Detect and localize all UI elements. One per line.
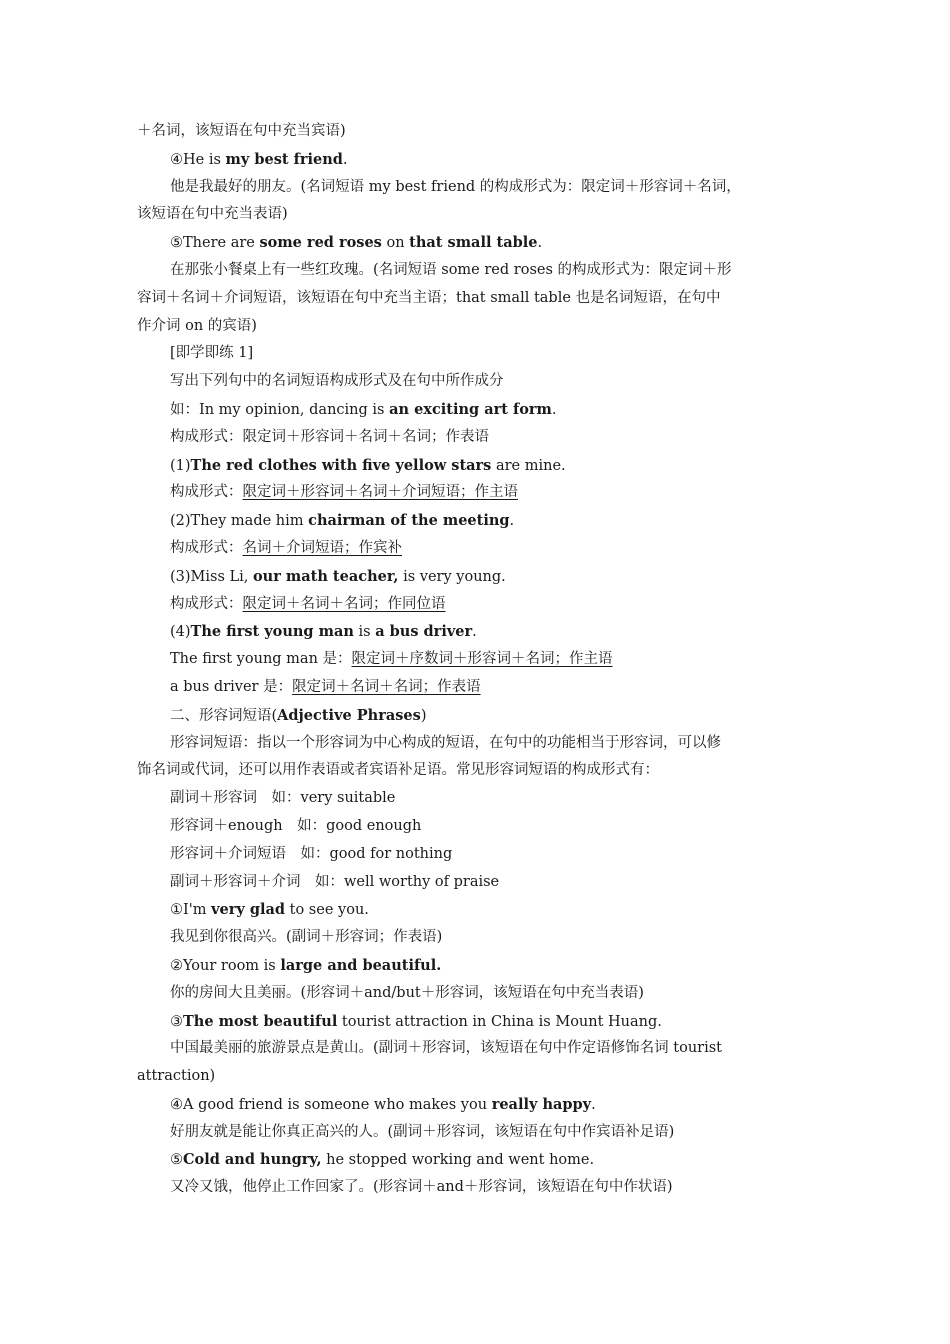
text-run: 副词＋形容词＋介词 如：well worthy of praise [170,873,500,890]
text-line [137,813,827,841]
underlined-answer: 限定词＋名词＋名词；作表语 [292,678,481,695]
text-run: 他是我最好的朋友。(名词短语 my best friend 的构成形式为：限定词＋形容词＋名词， [170,178,741,195]
bold-phrase: The most beautiful [183,1012,338,1030]
text-run: 如：In my opinion, dancing is [170,401,390,418]
bold-phrase: large and beautiful. [280,956,442,974]
text-run: . [591,1096,596,1113]
text-line [137,1146,827,1174]
bold-phrase: that small table [409,234,538,252]
text-line [137,1008,827,1036]
text-line [137,618,827,646]
text-run: attraction) [137,1068,216,1085]
text-line [137,452,827,480]
text-line [137,118,827,146]
text-run: tourist attraction in China is Mount Huang. [337,1013,662,1030]
text-run: ③ [170,1013,183,1030]
text-run: 构成形式：限定词＋形容词＋名词＋名词；作表语 [170,428,489,445]
text-run: 作介词 on 的宾语) [137,317,257,334]
text-run: ④He is [170,151,226,168]
text-run: The first young man 是： [170,651,352,668]
text-run: ) [420,707,427,724]
text-run: (2)They made him [170,513,309,530]
text-line [137,563,827,591]
text-run: to see you. [285,902,369,919]
text-run: 形容词短语：指以一个形容词为中心构成的短语，在句中的功能相当于形容词，可以修 [170,734,721,751]
bold-phrase: Adjective Phrases [277,706,421,724]
text-run: [即学即练 1] [170,345,254,362]
text-line [137,146,827,174]
bold-phrase: really happy [491,1095,592,1113]
text-run: 容词＋名词＋介词短语，该短语在句中充当主语；that small table 也是名词短语，在句中 [137,289,721,306]
text-line [137,507,827,535]
text-run: on [381,235,410,252]
text-line [137,785,827,813]
text-run: 又冷又饿，他停止工作回家了。(形容词＋and＋形容词，该短语在句中作状语) [170,1179,673,1196]
underlined-answer: 限定词＋形容词＋名词＋介词短语；作主语 [242,484,518,501]
text-run: ②Your room is [170,957,281,974]
text-run: 在那张小餐桌上有一些红玫瑰。(名词短语 some red roses 的构成形式为：限定词＋形 [170,261,732,278]
underlined-answer: 限定词＋序数词＋形容词＋名词；作主语 [351,651,613,668]
text-run: ＋名词，该短语在句中充当宾语) [137,123,346,139]
text-line [137,730,827,758]
text-run: ④A good friend is someone who makes you [170,1096,492,1113]
bold-phrase: some red roses [259,234,382,252]
text-run: . [342,151,348,168]
text-line [137,424,827,452]
text-run: 形容词＋介词短语 如：good for nothing [170,845,453,862]
bold-phrase: an exciting art form [389,400,552,418]
text-run: 形容词＋enough 如：good enough [170,817,422,834]
text-line [137,757,827,785]
bold-phrase: The red clothes with five yellow stars [190,456,492,474]
text-line [137,702,827,730]
text-run: (3)Miss Li, [170,568,253,585]
text-run: 好朋友就是能让你真正高兴的人。(副词＋形容词，该短语在句中作宾语补足语) [170,1123,675,1140]
text-run: . [472,624,477,641]
text-run: 中国最美丽的旅游景点是黄山。(副词＋形容词，该短语在句中作定语修饰名词 tourist [170,1040,722,1057]
text-line [137,285,827,313]
text-run: . [537,235,543,252]
text-line [137,396,827,424]
bold-phrase: our math teacher, [253,567,399,585]
text-line [137,980,827,1008]
text-line [137,1091,827,1119]
text-run: is very young. [398,568,506,585]
text-line [137,535,827,563]
text-line [137,201,827,229]
text-line [137,257,827,285]
text-line [137,1063,827,1091]
text-line [137,340,827,368]
bold-phrase: my best friend [225,150,343,168]
text-line [137,368,827,396]
text-run: he stopped working and went home. [321,1152,595,1169]
text-line [137,1174,827,1202]
text-run: are mine. [491,457,566,474]
text-run: . [551,401,557,418]
text-line [137,646,827,674]
text-line [137,924,827,952]
text-line [137,229,827,257]
text-run: 饰名词或代词，还可以用作表语或者宾语补足语。常见形容词短语的构成形式有： [137,762,659,779]
text-run: 构成形式： [170,595,243,612]
text-run: 写出下列句中的名词短语构成形式及在句中所作成分 [170,373,504,390]
text-run: ⑤ [170,1152,183,1169]
text-run: 构成形式： [170,539,243,556]
bold-phrase: a bus driver [375,623,473,641]
text-line [137,479,827,507]
text-run: (1) [170,457,191,474]
text-run: a bus driver 是： [170,678,293,695]
underlined-answer: 限定词＋名词＋名词；作同位语 [242,595,446,612]
text-line [137,591,827,619]
text-run: 我见到你很高兴。(副词＋形容词；作表语) [170,929,443,946]
text-line [137,896,827,924]
text-run: . [509,513,515,530]
text-run: (4) [170,624,191,641]
text-line [137,1035,827,1063]
bold-phrase: Cold and hungry, [183,1151,322,1169]
text-line [137,952,827,980]
bold-phrase: very glad [211,901,286,919]
text-run: 二、形容词短语( [170,707,278,724]
text-run: ⑤There are [170,235,260,252]
text-line [137,841,827,869]
bold-phrase: The first young man [190,623,354,641]
text-run: 你的房间大且美丽。(形容词＋and/but＋形容词，该短语在句中充当表语) [170,984,644,1001]
text-run: ①I'm [170,902,212,919]
text-run: 构成形式： [170,484,243,501]
text-line [137,869,827,897]
text-line [137,1119,827,1147]
text-run: 副词＋形容词 如：very suitable [170,790,396,807]
text-run: 该短语在句中充当表语) [137,206,288,223]
underlined-answer: 名词＋介词短语；作宾补 [242,539,402,556]
text-line [137,174,827,202]
text-line [137,674,827,702]
bold-phrase: chairman of the meeting [308,512,510,530]
text-line [137,313,827,341]
document-body [137,118,827,1202]
text-run: is [353,624,376,641]
